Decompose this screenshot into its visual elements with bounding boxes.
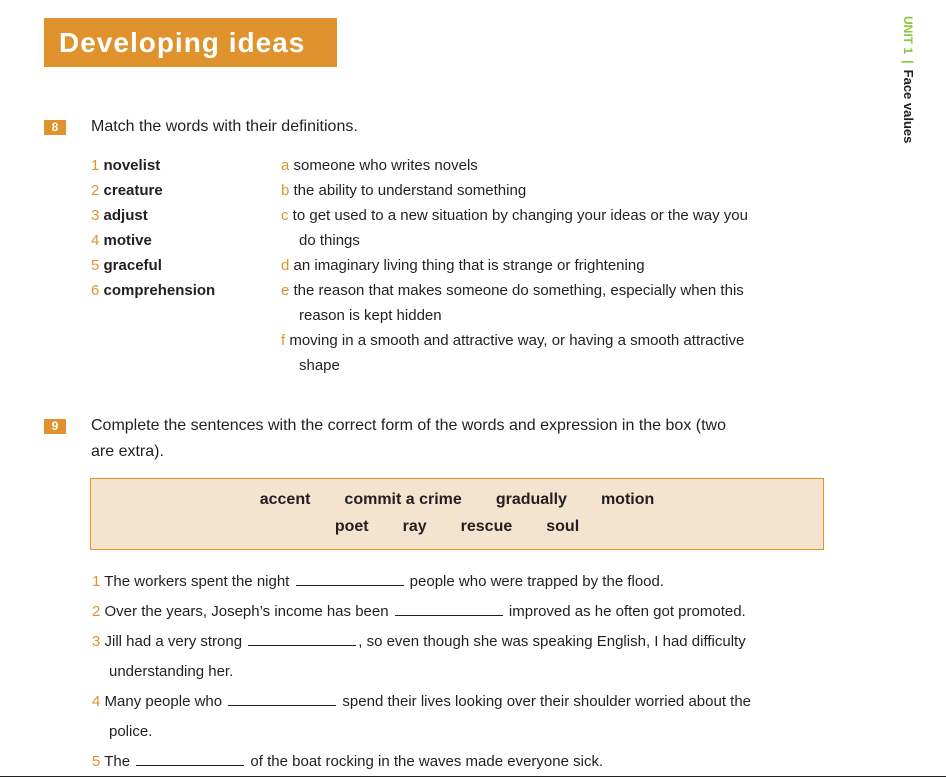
- word-box-row: [91, 491, 823, 509]
- answer-blank[interactable]: [136, 750, 244, 766]
- page-bottom-rule: [0, 776, 946, 777]
- box-word: rescue: [460, 518, 513, 535]
- definition-item: c to get used to a new situation by changing your ideas or the way you: [281, 207, 748, 224]
- word-item: 6 comprehension: [91, 282, 216, 299]
- box-word: gradually: [495, 491, 567, 508]
- sentence-continuation: police.: [109, 723, 153, 740]
- answer-blank[interactable]: [296, 570, 404, 586]
- unit-separator: |: [901, 60, 916, 64]
- definition-item: b the ability to understand something: [281, 182, 527, 199]
- definition-item: e the reason that makes someone do something, especially when this: [281, 282, 744, 299]
- unit-side-label: [898, 16, 918, 186]
- answer-blank[interactable]: [395, 600, 503, 616]
- section-title: Developing ideas: [44, 18, 337, 67]
- word-item: 5 graceful: [91, 257, 162, 274]
- word-item: 3 adjust: [91, 207, 148, 224]
- exercise-9-instruction: Complete the sentences with the correct form of the words and expression in the box (two are extra).: [91, 417, 726, 460]
- definition-item: d an imaginary living thing that is strange or frightening: [281, 257, 645, 274]
- answer-blank[interactable]: [228, 690, 336, 706]
- unit-name: Face values: [901, 69, 916, 144]
- definition-continuation: shape: [299, 357, 340, 374]
- answer-blank[interactable]: [248, 630, 356, 646]
- definition-item: a someone who writes novels: [281, 157, 478, 174]
- sentence-item: 4 Many people who spend their lives looking over their shoulder worried about the: [92, 689, 751, 714]
- word-box: [90, 478, 824, 550]
- box-word: commit a crime: [344, 491, 462, 508]
- unit-number: UNIT 1: [901, 16, 915, 55]
- definition-item: f moving in a smooth and attractive way, or having a smooth attractive: [281, 332, 745, 349]
- box-word: motion: [600, 491, 655, 508]
- sentence-item: 5 The of the boat rocking in the waves made everyone sick.: [92, 749, 603, 774]
- sentence-item: 3 Jill had a very strong , so even though she was speaking English, I had difficulty: [92, 629, 746, 654]
- box-word: poet: [334, 518, 369, 535]
- exercise-8-number: 8: [44, 120, 66, 135]
- sentence-continuation: understanding her.: [109, 663, 234, 680]
- box-word: soul: [546, 518, 580, 535]
- definition-continuation: do things: [299, 232, 360, 249]
- box-word: accent: [259, 491, 311, 508]
- sentence-item: 2 Over the years, Joseph’s income has been improved as he often got promoted.: [92, 599, 746, 624]
- definition-continuation: reason is kept hidden: [299, 307, 442, 324]
- word-item: 4 motive: [91, 232, 152, 249]
- word-item: 2 creature: [91, 182, 163, 199]
- word-item: 1 novelist: [91, 157, 161, 174]
- exercise-8-instruction: Match the words with their definitions.: [91, 118, 358, 135]
- sentence-item: 1 The workers spent the night people who were trapped by the flood.: [92, 569, 664, 594]
- exercise-9-number: 9: [44, 419, 66, 434]
- box-word: ray: [402, 518, 427, 535]
- word-box-row: [91, 518, 823, 536]
